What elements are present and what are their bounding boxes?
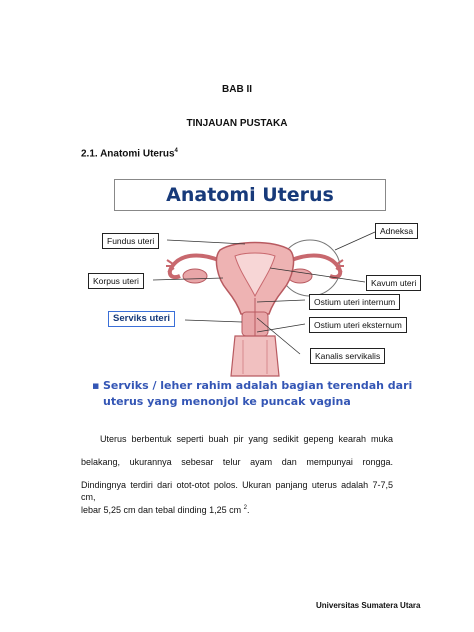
chapter-title: TINJAUAN PUSTAKA (186, 118, 288, 129)
bullet-icon: ▪ (92, 379, 100, 392)
left-fimbriae (166, 260, 174, 272)
section-title: 2.1. Anatomi Uterus (81, 148, 175, 160)
figure-title-box (114, 179, 386, 211)
right-fimbriae (336, 260, 344, 272)
figure-bullet (92, 378, 433, 410)
chapter-heading: BAB II (222, 84, 252, 95)
body-line-4-end: . (246, 505, 250, 515)
label-ostium-uteri-eksternum: Ostium uteri eksternum (309, 317, 407, 333)
label-kanalis-servikalis: Kanalis servikalis (310, 348, 385, 364)
figure-title: Anatomi Uterus (166, 184, 334, 206)
label-serviks-uteri: Serviks uteri (108, 311, 175, 327)
body-line-4-text: lebar 5,25 cm dan tebal dinding 1,25 cm (81, 505, 242, 515)
label-adneksa: Adneksa (375, 223, 418, 239)
label-fundus-uteri: Fundus uteri (102, 233, 159, 249)
body-line-3: Dindingnya terdiri dari otot-otot polos. Ukuran panjang uterus adalah 7-7,5 cm, (81, 480, 393, 502)
label-kavum-uteri: Kavum uteri (366, 275, 421, 291)
label-korpus-uteri: Korpus uteri (88, 273, 144, 289)
body-reference: 2 (243, 505, 247, 511)
body-line-4 (81, 502, 393, 516)
label-ostium-uteri-internum: Ostium uteri internum (309, 294, 400, 310)
section-heading (81, 148, 178, 159)
uterus-figure (85, 218, 425, 378)
left-ovary (183, 269, 207, 283)
body-line-1: Uterus berbentuk seperti buah pir yang sedikit gepeng kearah muka (100, 434, 393, 444)
body-line-2: belakang, ukurannya sebesar telur ayam dan mempunyai rongga. (81, 457, 393, 467)
vagina (231, 336, 279, 376)
section-reference: 4 (174, 148, 178, 154)
page-footer: Universitas Sumatera Utara (316, 601, 421, 610)
bullet-text: Serviks / leher rahim adalah bagian terendah dari uterus yang menonjol ke puncak vagina (103, 379, 413, 408)
